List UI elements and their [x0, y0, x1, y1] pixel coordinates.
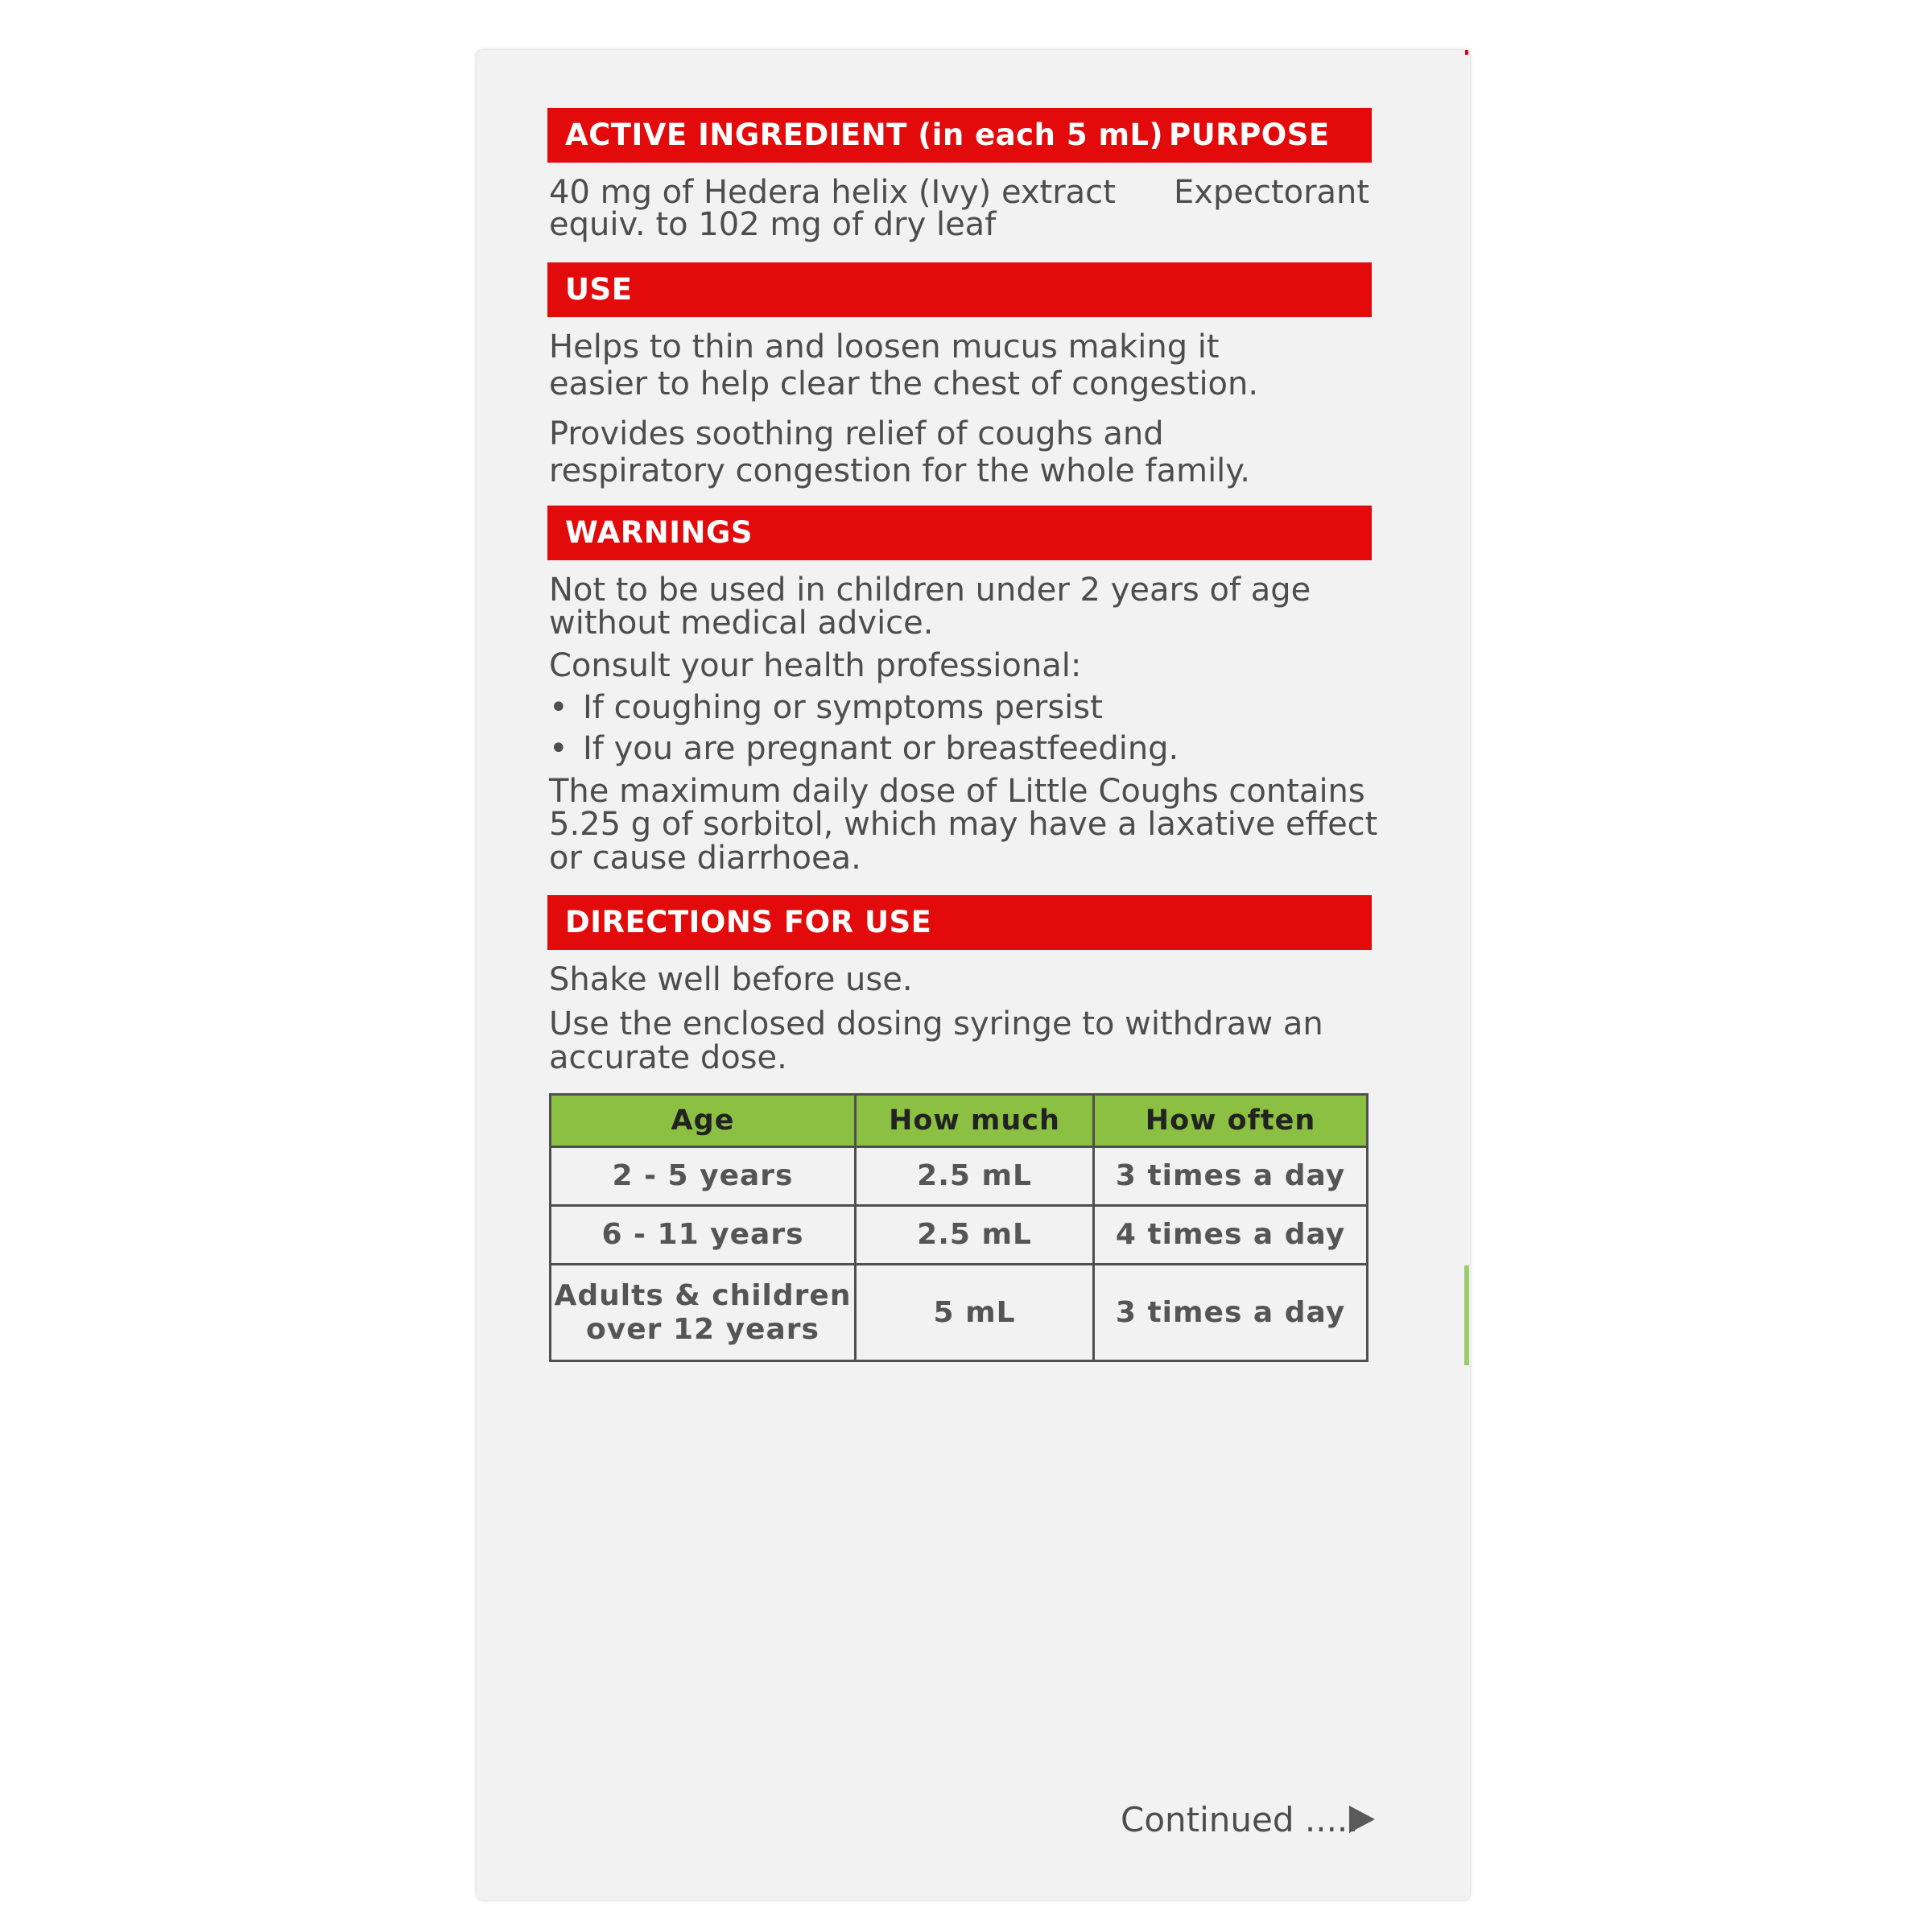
table-header-row [551, 1095, 1368, 1147]
continued-text: Continued ..... [1121, 1800, 1359, 1839]
purpose-value: Expectorant [1174, 174, 1370, 211]
warnings-p3-line-1: The maximum daily dose of Little Coughs contains [549, 773, 1365, 810]
directions-header-bar [547, 895, 1372, 950]
frequency-cell: 3 times a day [1094, 1265, 1368, 1361]
amount-cell: 2.5 mL [855, 1147, 1093, 1206]
column-header-age: Age [551, 1095, 856, 1147]
warnings-p3-line-2: 5.25 g of sorbitol, which may have a laxative effect [549, 806, 1378, 843]
syringe-line-2: accurate dose. [549, 1039, 787, 1076]
use-p2-line-1: Provides soothing relief of coughs and [549, 415, 1164, 452]
use-p2-line-2: respiratory congestion for the whole family. [549, 452, 1250, 489]
table-row [551, 1265, 1368, 1361]
warnings-p1-line-1: Not to be used in children under 2 years of age [549, 572, 1311, 609]
use-p1-line-1: Helps to thin and loosen mucus making it [549, 328, 1220, 365]
warnings-p3-line-3: or cause diarrhoea. [549, 840, 861, 877]
edge-accent-red [1465, 50, 1468, 55]
warnings-header-bar [547, 506, 1372, 560]
amount-cell: 5 mL [855, 1265, 1093, 1361]
syringe-line-1: Use the enclosed dosing syringe to withdraw an [549, 1005, 1323, 1042]
column-header-how-much: How much [855, 1095, 1093, 1147]
amount-cell: 2.5 mL [855, 1206, 1093, 1265]
bullet-icon: • [549, 730, 568, 767]
table-row [551, 1206, 1368, 1265]
ingredient-line-1: 40 mg of Hedera helix (Ivy) extract [549, 174, 1116, 211]
ingredient-line-2: equiv. to 102 mg of dry leaf [549, 206, 997, 243]
play-arrow-icon [1349, 1806, 1375, 1833]
frequency-cell: 3 times a day [1094, 1147, 1368, 1206]
use-header-bar [547, 262, 1372, 317]
bullet-text: If coughing or symptoms persist [583, 689, 1103, 726]
use-heading: USE [565, 272, 633, 307]
age-cell [551, 1265, 856, 1361]
column-header-how-often: How often [1094, 1095, 1368, 1147]
active-ingredient-header-bar [547, 108, 1372, 163]
consult-line: Consult your health professional: [549, 647, 1082, 684]
active-ingredient-heading: ACTIVE INGREDIENT (in each 5 mL) [565, 118, 1163, 152]
age-cell: 6 - 11 years [551, 1206, 856, 1265]
bullet-icon: • [549, 689, 568, 726]
bullet-text: If you are pregnant or breastfeeding. [583, 730, 1179, 767]
age-cell-line-1: Adults & children [554, 1278, 852, 1312]
table-row [551, 1147, 1368, 1206]
age-cell-line-2: over 12 years [586, 1312, 819, 1346]
warnings-heading: WARNINGS [565, 515, 753, 550]
frequency-cell: 4 times a day [1094, 1206, 1368, 1265]
purpose-heading: PURPOSE [1169, 118, 1330, 152]
dosage-table [549, 1093, 1368, 1362]
edge-accent-green [1464, 1265, 1469, 1365]
directions-heading: DIRECTIONS FOR USE [565, 905, 932, 939]
warnings-p1-line-2: without medical advice. [549, 605, 934, 642]
shake-line: Shake well before use. [549, 961, 913, 998]
use-p1-line-2: easier to help clear the chest of congestion. [549, 365, 1259, 402]
age-cell: 2 - 5 years [551, 1147, 856, 1206]
